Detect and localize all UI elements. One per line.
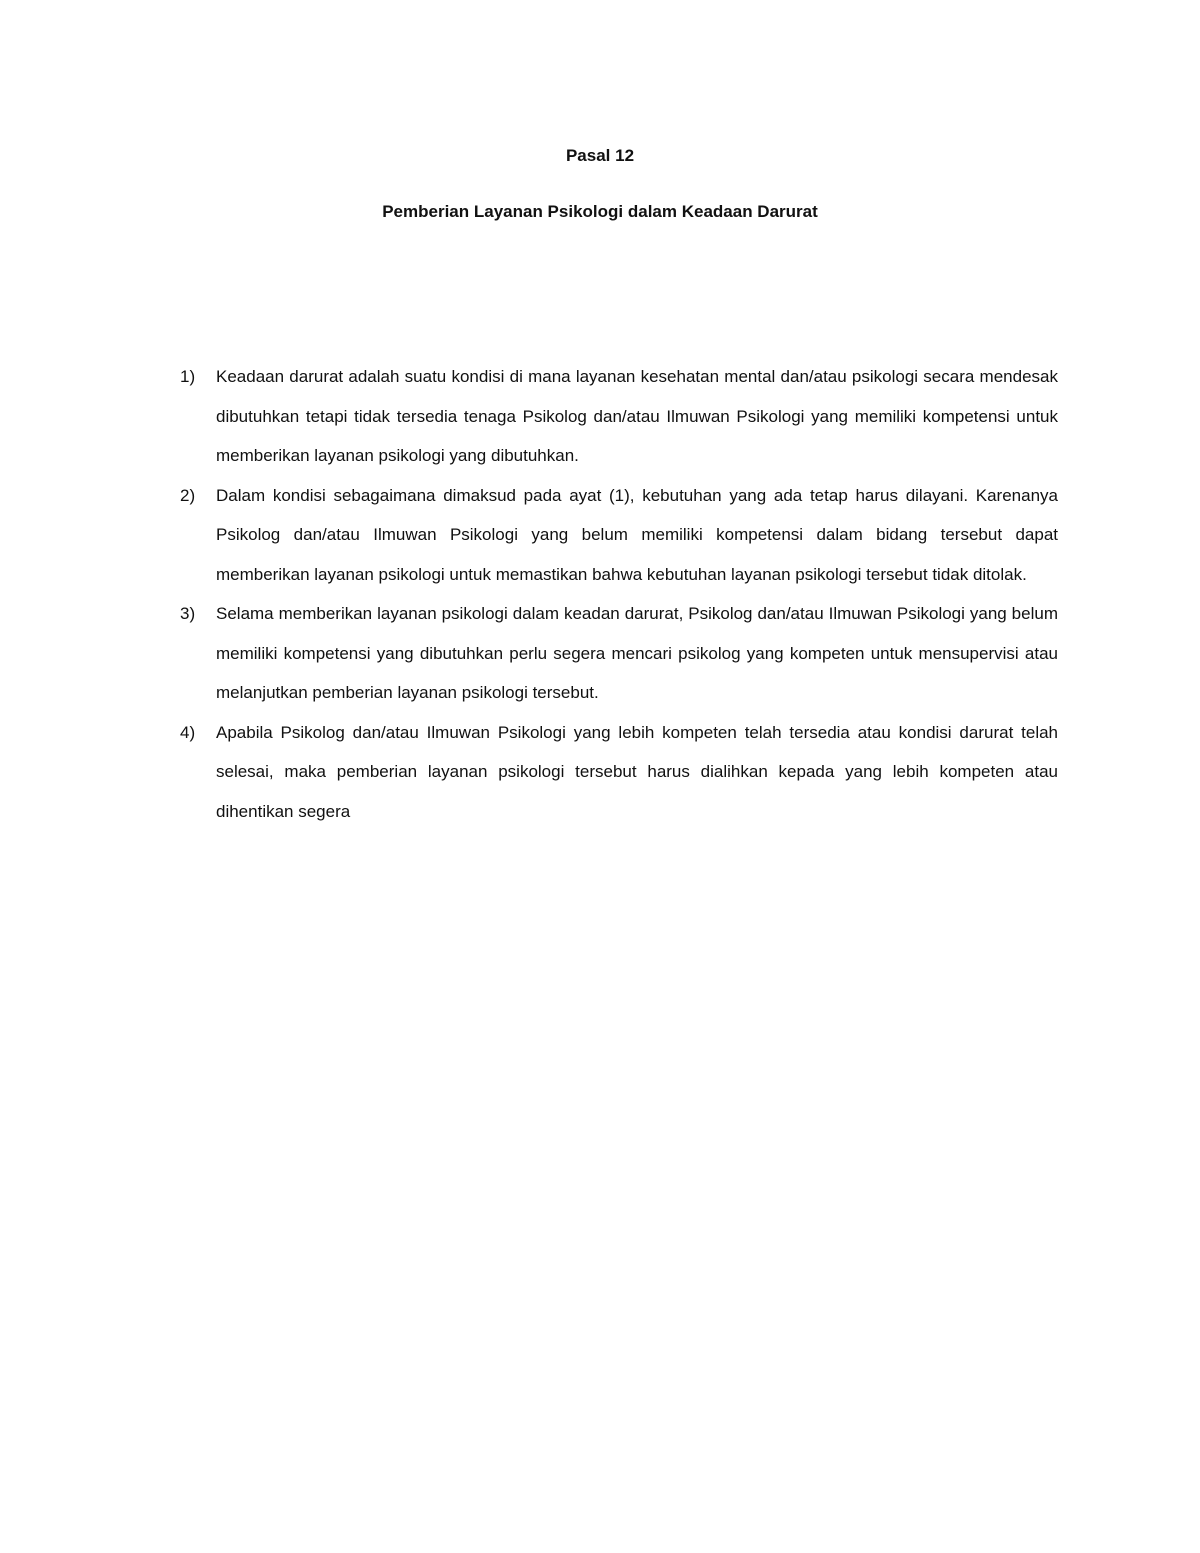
list-item [180, 476, 1058, 595]
list-item [180, 594, 1058, 713]
list-item-number: 4) [180, 722, 196, 742]
list-item [180, 713, 1058, 832]
numbered-list [180, 357, 1058, 831]
list-item-text: Apabila Psikolog dan/atau Ilmuwan Psikologi yang lebih kompeten telah tersedia atau kondisi darurat telah selesai, maka pemberian layanan psikologi tersebut harus dialihkan kepada yang lebih kompeten atau dihentikan segera [216, 722, 1058, 821]
list-item-text: Keadaan darurat adalah suatu kondisi di mana layanan kesehatan mental dan/atau psikologi secara mendesak dibutuhkan tetapi tidak tersedia tenaga Psikolog dan/atau Ilmuwan Psikologi yang memiliki kompetensi untuk memberikan layanan psikologi yang dibutuhkan. [216, 367, 1058, 465]
list-item-text: Dalam kondisi sebagaimana dimaksud pada ayat (1), kebutuhan yang ada tetap harus dilayani. Karenanya Psikolog dan/atau Ilmuwan Psikologi yang belum memiliki kompetensi dalam bidang tersebut dapat memberikan layanan psikologi untuk memastikan bahwa kebutuhan layanan psikologi tersebut tidak ditolak. [216, 485, 1058, 584]
list-item-text: Selama memberikan layanan psikologi dalam keadan darurat, Psikolog dan/atau Ilmuwan Psikologi yang belum memiliki kompetensi yang dibutuhkan perlu segera mencari psikolog yang kompeten untuk mensupervisi atau melanjutkan pemberian layanan psikologi tersebut. [216, 604, 1058, 702]
list-item-number: 3) [180, 604, 196, 623]
article-title: Pasal 12 [565, 146, 635, 165]
list-item-number: 1) [180, 367, 196, 386]
list-item [180, 357, 1058, 476]
list-item-number: 2) [180, 485, 196, 505]
section-heading: Pemberian Layanan Psikologi dalam Keadaan Darurat [382, 202, 818, 221]
